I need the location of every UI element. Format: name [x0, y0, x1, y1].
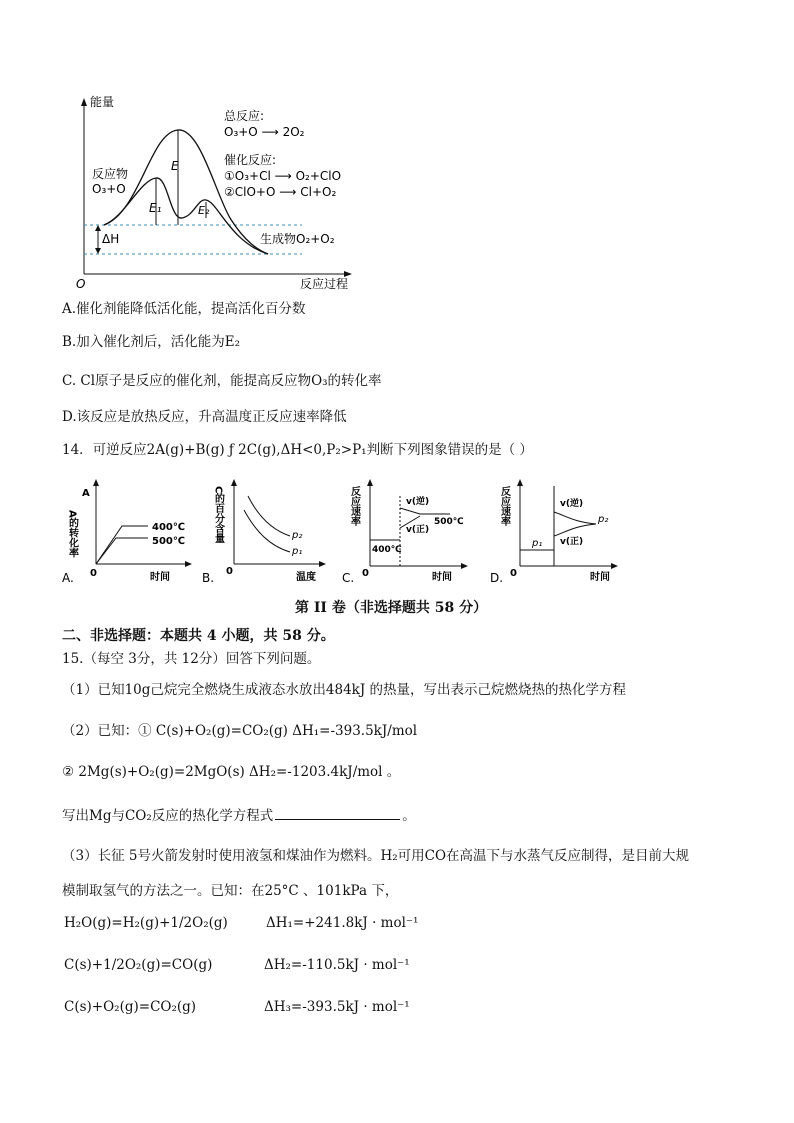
graph-b-ylabel: C的百分含量 [212, 486, 224, 544]
graph-a-ylabel: A的转化率 [66, 510, 78, 558]
q15-part2-question [62, 806, 416, 825]
q13-option-c: C. Cl原子是反应的催化剂，能提高反应物O₃的转化率 [62, 373, 382, 389]
eq1-left: H₂O(g)=H₂(g)+1/2O₂(g) [64, 915, 228, 931]
q15-part3-line1: （3）长征 5号火箭发射时使用液氢和煤油作为燃料。H₂可用CO在高温下与水蒸气反应制得，是目前大规 [62, 848, 690, 864]
graph-b-x: 温度 [296, 572, 316, 583]
q14-graph-b [200, 476, 330, 588]
graph-a-origin: 0 [90, 568, 97, 579]
q15-part2-eq2: ② 2Mg(s)+O₂(g)=2MgO(s) ΔH₂=-1203.4kJ/mol 。 [62, 764, 401, 780]
e-label: E [171, 159, 179, 173]
graph-d-p2: p₂ [598, 514, 609, 525]
graph-b-s1: p₂ [292, 530, 303, 541]
graph-a-y: A [82, 488, 90, 499]
graph-c-ylabel: 反应速率 [348, 486, 360, 526]
delta-h-label: ΔH [102, 232, 120, 246]
eq1-right: ΔH₁=+241.8kJ · mol⁻¹ [266, 915, 419, 931]
eq3-left: C(s)+O₂(g)=CO₂(g) [64, 999, 197, 1015]
graph-d-p1: p₁ [532, 538, 543, 549]
catalytic-step-2: ②ClO+O ⟶ Cl+O₂ [224, 185, 337, 199]
answer-blank[interactable] [275, 806, 400, 820]
q14-graph-d [488, 476, 628, 588]
total-reaction-label: 总反应: [224, 109, 265, 123]
graph-c-s2: v(正) [406, 525, 430, 535]
graph-a-s1: 400℃ [152, 522, 185, 533]
graph-d-x: 时间 [590, 572, 610, 583]
origin-label: O [76, 277, 86, 291]
graph-d-s1: v(逆) [560, 499, 584, 509]
q15-part2-eq1: （2）已知：① C(s)+O₂(g)=CO₂(g) ΔH₁=-393.5kJ/mol [62, 723, 418, 739]
graph-c-label: C. [342, 571, 355, 585]
q15-stem: 15.（每空 3分，共 12分）回答下列问题。 [62, 651, 321, 667]
q14-graph-a [60, 476, 200, 588]
x-axis-label: 反应过程 [300, 277, 349, 291]
e1-label: E₁ [149, 201, 162, 215]
graph-d-s2: v(正) [560, 537, 584, 547]
e2-label: E₂ [198, 204, 210, 217]
eq3-right: ΔH₃=-393.5kJ · mol⁻¹ [264, 999, 410, 1015]
graph-c-s1: v(逆) [406, 497, 430, 507]
graph-d-origin: 0 [510, 568, 517, 579]
catalytic-step-1: ①O₃+Cl ⟶ O₂+ClO [224, 169, 342, 183]
graph-b-s2: p₁ [292, 546, 303, 557]
q13-option-d: D.该反应是放热反应，升高温度正反应速率降低 [62, 409, 347, 425]
energy-diagram [70, 92, 370, 292]
product-label: 生成物O₂+O₂ [260, 232, 335, 246]
graph-c-t0: 400℃ [372, 545, 402, 555]
q13-option-a: A.催化剂能降低活化能，提高活化百分数 [62, 301, 306, 317]
section2-heading: 二、非选择题：本题共 4 小题，共 58 分。 [62, 628, 335, 644]
q13-option-b: B.加入催化剂后，活化能为E₂ [62, 334, 240, 350]
q15-part1: （1）已知10g己烷完全燃烧生成液态水放出484kJ 的热量，写出表示己烷燃烧热的热化学方程 [62, 682, 627, 698]
graph-d-label: D. [490, 571, 504, 585]
eq2-right: ΔH₂=-110.5kJ · mol⁻¹ [264, 957, 410, 973]
eq2-left: C(s)+1/2O₂(g)=CO(g) [64, 957, 213, 973]
graph-b-origin: 0 [226, 566, 233, 577]
graph-a-label: A. [62, 571, 74, 585]
graph-b-label: B. [202, 571, 215, 585]
q15-part2-question-text: 写出Mg与CO₂反应的热化学方程式 [62, 808, 274, 824]
catalytic-label: 催化反应: [224, 153, 277, 167]
y-axis-label: 能量 [90, 95, 115, 109]
graph-a-x: 时间 [150, 572, 170, 583]
q14-graph-c [340, 476, 480, 588]
q15-part2-question-end: 。 [402, 808, 416, 824]
total-reaction: O₃+O ⟶ 2O₂ [224, 125, 305, 139]
q15-part3-line2: 模制取氢气的方法之一。已知：在25°C 、101kPa 下， [62, 883, 399, 899]
graph-d-ylabel: 反应速率 [498, 486, 510, 526]
q14-stem: 14．可逆反应2A(g)+B(g) ƒ 2C(g),ΔH<0,P₂>P₁判断下列图象错误的是（ ） [62, 442, 533, 458]
graph-c-t1: 500℃ [434, 517, 464, 527]
part2-title: 第 II 卷（非选择题共 58 分） [295, 600, 488, 616]
reactant-label: 反应物 [92, 167, 129, 181]
graph-c-origin: 0 [362, 568, 369, 579]
graph-a-s2: 500℃ [152, 536, 185, 547]
graph-c-x: 时间 [432, 572, 452, 583]
reactant-formula: O₃+O [92, 182, 126, 196]
